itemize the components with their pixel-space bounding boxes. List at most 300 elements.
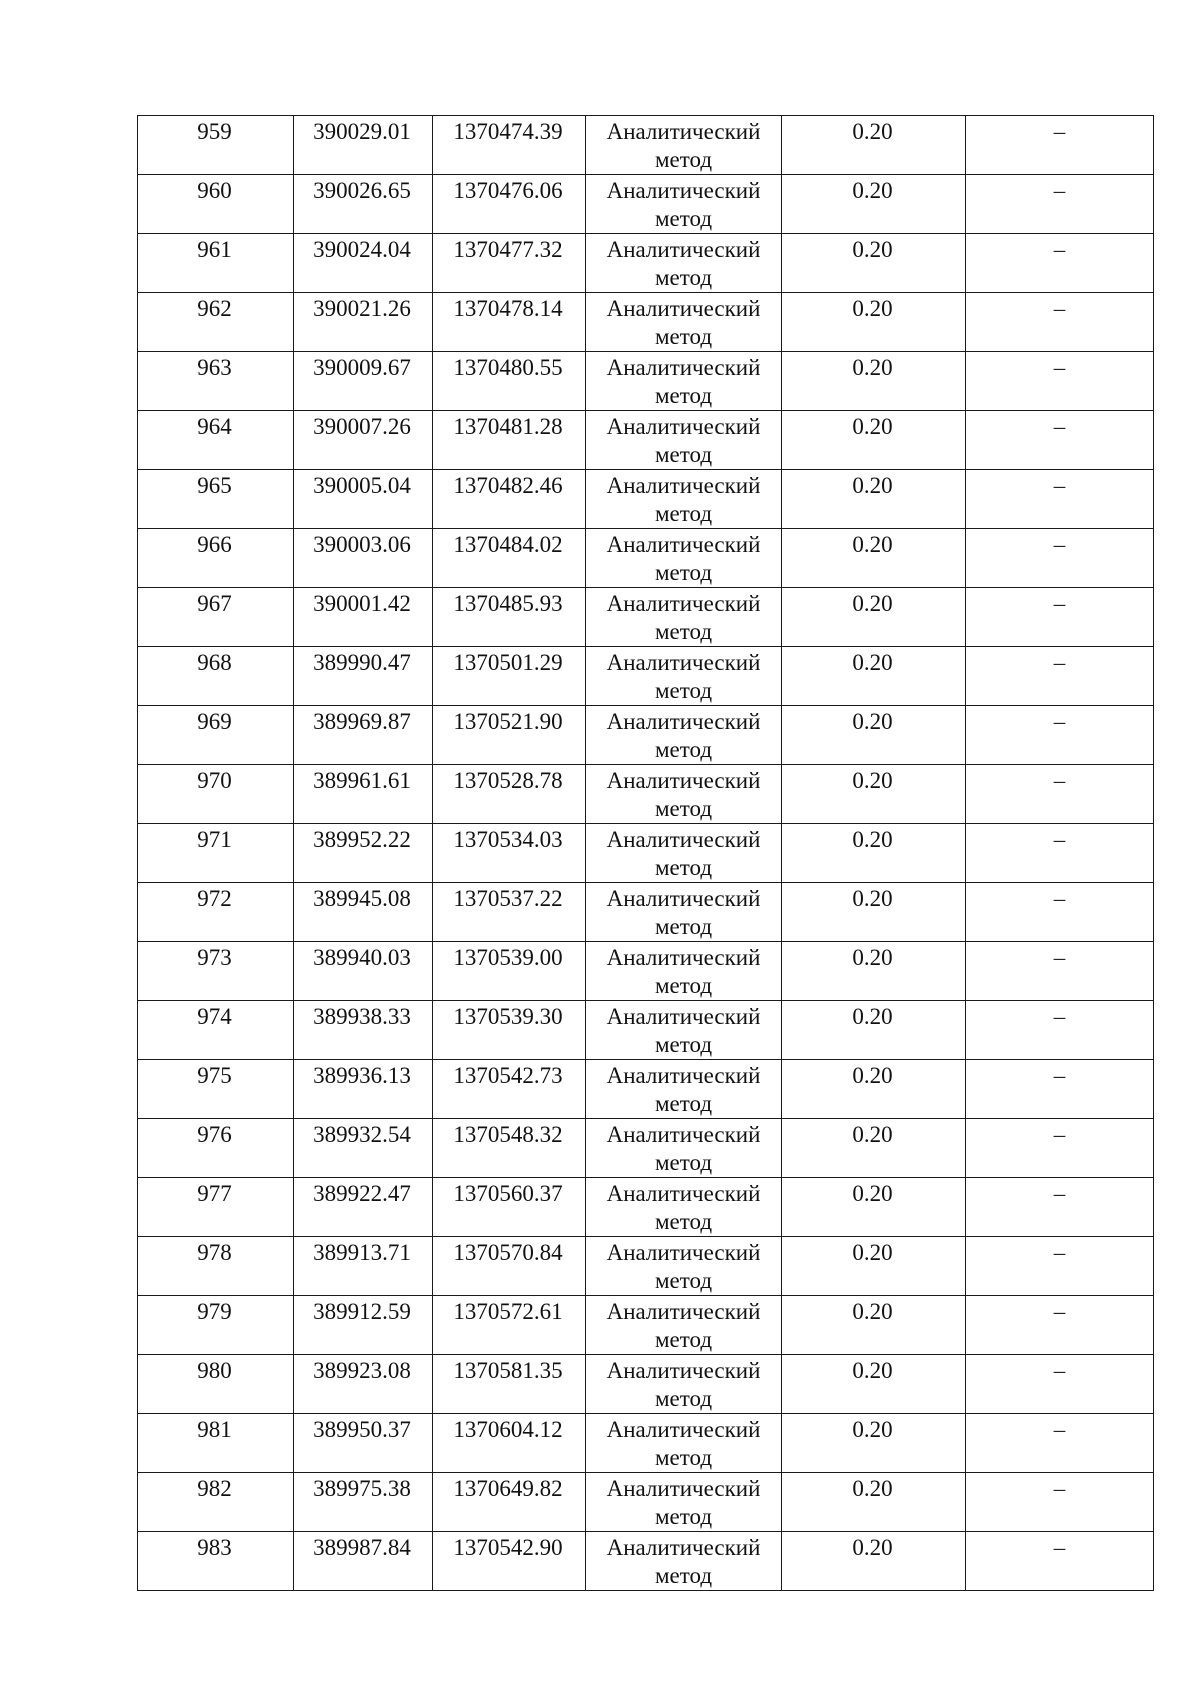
method-cell [586,234,782,293]
method-cell [586,824,782,883]
accuracy-value-cell [782,647,966,706]
method-line-2: метод [654,1150,713,1175]
accuracy-value-cell [782,1001,966,1060]
point-number: 964 [197,414,232,439]
accuracy-value-cell [782,529,966,588]
accuracy-value-cell [782,1119,966,1178]
note-value-cell [966,234,1154,293]
table-row [138,765,1154,824]
coordinate-y-cell [433,647,586,706]
point-number: 979 [197,1299,232,1324]
table-row [138,1473,1154,1532]
point-number: 978 [197,1240,232,1265]
coordinate-y: 1370478.14 [453,296,563,321]
method-line-1: Аналитический [606,1122,761,1147]
coordinate-x: 389952.22 [313,827,411,852]
note-value: – [1053,532,1066,557]
coordinate-x: 390007.26 [313,414,411,439]
accuracy-value: 0.20 [852,827,893,852]
accuracy-value: 0.20 [852,1476,893,1501]
method-cell [586,470,782,529]
accuracy-value: 0.20 [852,1181,893,1206]
coordinate-y-cell [433,824,586,883]
note-value-cell [966,116,1154,175]
method-cell [586,1001,782,1060]
method-line-1: Аналитический [606,827,761,852]
method-cell [586,942,782,1001]
method-line-2: метод [654,1032,713,1057]
coordinate-y: 1370480.55 [453,355,563,380]
method-cell [586,1060,782,1119]
note-value-cell [966,293,1154,352]
point-number-cell [138,411,294,470]
note-value-cell [966,1001,1154,1060]
note-value: – [1053,1181,1066,1206]
coordinate-x: 389922.47 [313,1181,411,1206]
coordinate-y-cell [433,706,586,765]
point-number-cell [138,175,294,234]
method-line-2: метод [654,442,713,467]
coordinate-y: 1370501.29 [453,650,563,675]
note-value: – [1053,1063,1066,1088]
table-row [138,942,1154,1001]
note-value-cell [966,647,1154,706]
accuracy-value-cell [782,1355,966,1414]
coordinate-y-cell [433,588,586,647]
note-value: – [1053,1122,1066,1147]
accuracy-value-cell [782,824,966,883]
point-number-cell [138,588,294,647]
accuracy-value: 0.20 [852,414,893,439]
method-cell [586,116,782,175]
note-value-cell [966,1414,1154,1473]
coordinate-y-cell [433,352,586,411]
method-line-2: метод [654,206,713,231]
coordinate-x: 389961.61 [313,768,411,793]
method-line-2: метод [654,501,713,526]
coordinate-y: 1370560.37 [453,1181,563,1206]
accuracy-value-cell [782,765,966,824]
accuracy-value: 0.20 [852,1535,893,1560]
coordinate-y: 1370521.90 [453,709,563,734]
point-number-cell [138,824,294,883]
note-value: – [1053,178,1066,203]
method-cell [586,1296,782,1355]
coordinate-x-cell [294,1060,433,1119]
method-cell [586,1178,782,1237]
coordinate-y-cell [433,1237,586,1296]
table-row [138,1532,1154,1591]
accuracy-value-cell [782,883,966,942]
method-line-1: Аналитический [606,1181,761,1206]
method-line-1: Аналитический [606,886,761,911]
method-line-2: метод [654,265,713,290]
coordinate-x-cell [294,1296,433,1355]
coordinate-x-cell [294,824,433,883]
accuracy-value-cell [782,411,966,470]
coordinate-x-cell [294,883,433,942]
table-row [138,470,1154,529]
coordinate-x: 390005.04 [313,473,411,498]
point-number: 977 [197,1181,232,1206]
coordinate-x: 390026.65 [313,178,411,203]
coordinate-x: 389975.38 [313,1476,411,1501]
coordinate-x-cell [294,1473,433,1532]
accuracy-value-cell [782,1237,966,1296]
note-value: – [1053,945,1066,970]
point-number-cell [138,1414,294,1473]
point-number: 973 [197,945,232,970]
point-number-cell [138,116,294,175]
method-cell [586,293,782,352]
note-value-cell [966,1532,1154,1591]
method-line-1: Аналитический [606,178,761,203]
coordinate-y: 1370649.82 [453,1476,563,1501]
coordinate-x: 389990.47 [313,650,411,675]
note-value-cell [966,1473,1154,1532]
note-value-cell [966,883,1154,942]
coordinate-y-cell [433,470,586,529]
accuracy-value-cell [782,234,966,293]
coordinate-y-cell [433,1001,586,1060]
coordinate-y-cell [433,175,586,234]
accuracy-value-cell [782,116,966,175]
coordinate-y-cell [433,1296,586,1355]
note-value-cell [966,1355,1154,1414]
coordinate-y: 1370572.61 [453,1299,563,1324]
point-number: 981 [197,1417,232,1442]
accuracy-value-cell [782,1414,966,1473]
method-line-1: Аналитический [606,1004,761,1029]
method-cell [586,588,782,647]
point-number: 968 [197,650,232,675]
point-number: 972 [197,886,232,911]
accuracy-value-cell [782,588,966,647]
coordinate-x-cell [294,1001,433,1060]
coordinate-x-cell [294,588,433,647]
table-row [138,529,1154,588]
accuracy-value-cell [782,1532,966,1591]
method-line-2: метод [654,1268,713,1293]
table-row [138,411,1154,470]
coordinate-y: 1370539.00 [453,945,563,970]
coordinate-y: 1370477.32 [453,237,563,262]
method-line-2: метод [654,1209,713,1234]
point-number-cell [138,883,294,942]
note-value: – [1053,650,1066,675]
table-row [138,1001,1154,1060]
method-line-1: Аналитический [606,1240,761,1265]
coordinates-table [137,115,1154,1591]
method-cell [586,883,782,942]
coordinate-y: 1370482.46 [453,473,563,498]
method-line-2: метод [654,1504,713,1529]
note-value: – [1053,1476,1066,1501]
note-value: – [1053,1240,1066,1265]
accuracy-value: 0.20 [852,886,893,911]
coordinate-y: 1370604.12 [453,1417,563,1442]
table-row [138,1119,1154,1178]
table-body [138,116,1154,1591]
coordinate-x: 389938.33 [313,1004,411,1029]
coordinate-y: 1370570.84 [453,1240,563,1265]
note-value-cell [966,1178,1154,1237]
note-value: – [1053,119,1066,144]
method-cell [586,647,782,706]
accuracy-value: 0.20 [852,945,893,970]
method-cell [586,352,782,411]
accuracy-value-cell [782,175,966,234]
coordinate-y-cell [433,234,586,293]
point-number: 983 [197,1535,232,1560]
coordinate-y: 1370481.28 [453,414,563,439]
coordinate-y: 1370542.73 [453,1063,563,1088]
method-line-2: метод [654,147,713,172]
method-line-1: Аналитический [606,1535,761,1560]
coordinate-y-cell [433,116,586,175]
note-value-cell [966,1060,1154,1119]
table-row [138,1237,1154,1296]
coordinate-y: 1370548.32 [453,1122,563,1147]
coordinate-x: 389932.54 [313,1122,411,1147]
coordinate-x: 389912.59 [313,1299,411,1324]
method-cell [586,765,782,824]
method-line-2: метод [654,973,713,998]
note-value-cell [966,529,1154,588]
point-number: 959 [197,119,232,144]
method-line-1: Аналитический [606,237,761,262]
accuracy-value: 0.20 [852,1417,893,1442]
point-number-cell [138,234,294,293]
point-number-cell [138,470,294,529]
coordinate-y-cell [433,1414,586,1473]
accuracy-value-cell [782,942,966,1001]
method-line-2: метод [654,1327,713,1352]
method-line-1: Аналитический [606,768,761,793]
coordinate-y-cell [433,1532,586,1591]
table-row [138,1414,1154,1473]
accuracy-value: 0.20 [852,591,893,616]
accuracy-value: 0.20 [852,237,893,262]
point-number-cell [138,529,294,588]
point-number: 970 [197,768,232,793]
coordinate-y-cell [433,1473,586,1532]
note-value-cell [966,352,1154,411]
point-number: 976 [197,1122,232,1147]
method-line-1: Аналитический [606,1476,761,1501]
method-line-2: метод [654,796,713,821]
coordinate-x-cell [294,1237,433,1296]
method-line-2: метод [654,1445,713,1470]
note-value-cell [966,470,1154,529]
accuracy-value: 0.20 [852,532,893,557]
coordinate-x: 390003.06 [313,532,411,557]
table-row [138,352,1154,411]
accuracy-value: 0.20 [852,1004,893,1029]
accuracy-value: 0.20 [852,1240,893,1265]
method-line-1: Аналитический [606,709,761,734]
method-line-2: метод [654,619,713,644]
note-value-cell [966,411,1154,470]
coordinate-x-cell [294,765,433,824]
note-value: – [1053,355,1066,380]
accuracy-value: 0.20 [852,1358,893,1383]
method-cell [586,1414,782,1473]
accuracy-value-cell [782,1296,966,1355]
point-number: 980 [197,1358,232,1383]
method-cell [586,175,782,234]
accuracy-value-cell [782,1060,966,1119]
point-number: 969 [197,709,232,734]
coordinate-x-cell [294,942,433,1001]
coordinate-y-cell [433,293,586,352]
coordinate-y-cell [433,1060,586,1119]
point-number-cell [138,647,294,706]
point-number-cell [138,1355,294,1414]
coordinate-y-cell [433,883,586,942]
method-line-2: метод [654,855,713,880]
accuracy-value: 0.20 [852,1122,893,1147]
accuracy-value: 0.20 [852,1063,893,1088]
note-value: – [1053,296,1066,321]
point-number: 966 [197,532,232,557]
table-row [138,175,1154,234]
coordinate-y: 1370484.02 [453,532,563,557]
method-line-2: метод [654,914,713,939]
coordinate-y-cell [433,1355,586,1414]
coordinate-y: 1370537.22 [453,886,563,911]
note-value-cell [966,1296,1154,1355]
coordinate-y: 1370476.06 [453,178,563,203]
accuracy-value: 0.20 [852,296,893,321]
method-line-2: метод [654,1563,713,1588]
coordinate-x: 390021.26 [313,296,411,321]
accuracy-value-cell [782,352,966,411]
method-line-1: Аналитический [606,532,761,557]
point-number-cell [138,1296,294,1355]
note-value-cell [966,824,1154,883]
method-line-2: метод [654,678,713,703]
coordinate-y-cell [433,411,586,470]
method-line-1: Аналитический [606,119,761,144]
coordinate-y-cell [433,942,586,1001]
coordinate-x: 389940.03 [313,945,411,970]
coordinate-y: 1370528.78 [453,768,563,793]
note-value: – [1053,709,1066,734]
table-row [138,647,1154,706]
accuracy-value-cell [782,1178,966,1237]
accuracy-value: 0.20 [852,768,893,793]
method-cell [586,1119,782,1178]
coordinate-y: 1370534.03 [453,827,563,852]
coordinate-x: 389913.71 [313,1240,411,1265]
coordinate-x-cell [294,1532,433,1591]
method-line-1: Аналитический [606,1358,761,1383]
table-row [138,1355,1154,1414]
method-cell [586,1237,782,1296]
note-value: – [1053,414,1066,439]
coordinate-x-cell [294,116,433,175]
accuracy-value-cell [782,470,966,529]
point-number-cell [138,1001,294,1060]
accuracy-value: 0.20 [852,650,893,675]
coordinate-x-cell [294,470,433,529]
table-row [138,824,1154,883]
note-value-cell [966,765,1154,824]
method-line-2: метод [654,1386,713,1411]
point-number: 982 [197,1476,232,1501]
method-cell [586,1355,782,1414]
table-row [138,706,1154,765]
method-line-1: Аналитический [606,1299,761,1324]
table-row [138,1060,1154,1119]
method-line-2: метод [654,383,713,408]
coordinate-y-cell [433,529,586,588]
coordinate-x: 389923.08 [313,1358,411,1383]
coordinate-x: 389969.87 [313,709,411,734]
coordinate-x: 389945.08 [313,886,411,911]
method-line-1: Аналитический [606,473,761,498]
accuracy-value-cell [782,293,966,352]
note-value-cell [966,588,1154,647]
method-line-1: Аналитический [606,650,761,675]
point-number-cell [138,765,294,824]
accuracy-value: 0.20 [852,709,893,734]
point-number-cell [138,1237,294,1296]
table-row [138,116,1154,175]
accuracy-value: 0.20 [852,473,893,498]
coordinate-y-cell [433,765,586,824]
note-value: – [1053,1004,1066,1029]
coordinate-x: 390009.67 [313,355,411,380]
method-line-1: Аналитический [606,1417,761,1442]
note-value-cell [966,706,1154,765]
coordinate-y: 1370539.30 [453,1004,563,1029]
point-number: 963 [197,355,232,380]
method-line-1: Аналитический [606,355,761,380]
coordinate-x-cell [294,411,433,470]
method-cell [586,411,782,470]
table-row [138,1296,1154,1355]
point-number-cell [138,1532,294,1591]
point-number: 960 [197,178,232,203]
table-row [138,293,1154,352]
table-row [138,1178,1154,1237]
coordinate-x-cell [294,1119,433,1178]
coordinate-y: 1370581.35 [453,1358,563,1383]
coordinate-x-cell [294,706,433,765]
coordinate-x: 389936.13 [313,1063,411,1088]
note-value-cell [966,1119,1154,1178]
point-number-cell [138,942,294,1001]
coordinate-x: 390029.01 [313,119,411,144]
method-line-2: метод [654,1091,713,1116]
coordinate-x-cell [294,1355,433,1414]
table-row [138,883,1154,942]
note-value: – [1053,1358,1066,1383]
point-number: 967 [197,591,232,616]
coordinate-x-cell [294,234,433,293]
coordinate-x-cell [294,647,433,706]
method-cell [586,1532,782,1591]
accuracy-value: 0.20 [852,355,893,380]
coordinate-x: 389950.37 [313,1417,411,1442]
coordinate-y: 1370485.93 [453,591,563,616]
note-value: – [1053,886,1066,911]
point-number: 961 [197,237,232,262]
note-value-cell [966,1237,1154,1296]
note-value: – [1053,1299,1066,1324]
